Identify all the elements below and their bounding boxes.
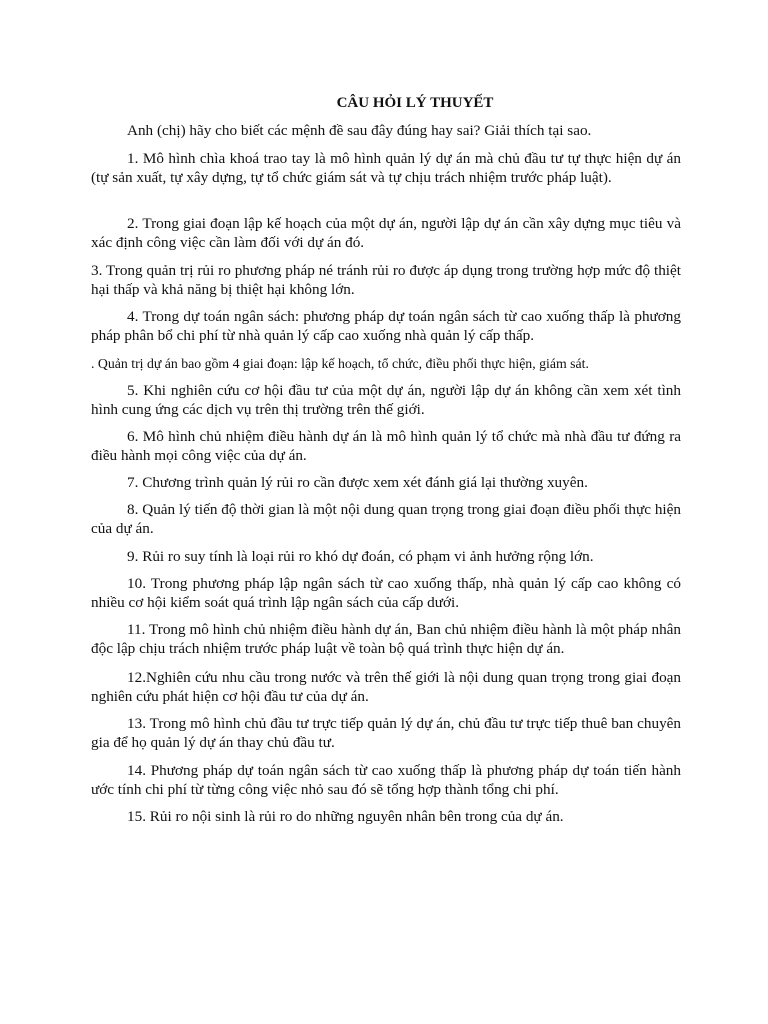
question-15: 15. Rủi ro nội sinh là rủi ro do những nguyên nhân bên trong của dự án. (127, 808, 564, 825)
question-9: 9. Rủi ro suy tính là loại rủi ro khó dự đoán, có phạm vi ảnh hưởng rộng lớn. (127, 548, 594, 565)
question-unnumbered: . Quản trị dự án bao gồm 4 giai đoạn: lập kế hoạch, tổ chức, điều phối thực hiện, giám sát. (91, 356, 589, 371)
question-2: 2. Trong giai đoạn lập kế hoạch của một dự án, người lập dự án cần xây dựng mục tiêu và xác định công việc cần làm đối với dự án đó. (91, 215, 681, 251)
question-13: 13. Trong mô hình chủ đầu tư trực tiếp quản lý dự án, chủ đầu tư trực tiếp thuê ban chuyên gia để họ quản lý dự án thay chủ đầu tư. (91, 715, 681, 751)
question-10: 10. Trong phương pháp lập ngân sách từ cao xuống thấp, nhà quản lý cấp cao không có nhiều cơ hội kiểm soát quá trình lập ngân sách của cấp dưới. (91, 575, 681, 611)
question-1: 1. Mô hình chìa khoá trao tay là mô hình quản lý dự án mà chủ đầu tư tự thực hiện dự án (tự sản xuất, tự xây dựng, tự tổ chức giám sát và tự chịu trách nhiệm trước pháp luật). (91, 150, 681, 186)
question-3: 3. Trong quản trị rủi ro phương pháp né tránh rủi ro được áp dụng trong trường hợp mức độ thiệt hại thấp và khả năng bị thiệt hại không lớn. (91, 262, 681, 298)
question-11: 11. Trong mô hình chủ nhiệm điều hành dự án, Ban chủ nhiệm điều hành là một pháp nhân độc lập chịu trách nhiệm trước pháp luật về toàn bộ quá trình thực hiện dự án. (91, 621, 681, 657)
question-8: 8. Quản lý tiến độ thời gian là một nội dung quan trọng trong giai đoạn điều phối thực hiện của dự án. (91, 501, 681, 537)
question-14: 14. Phương pháp dự toán ngân sách từ cao xuống thấp là phương pháp dự toán tiến hành ước tính chi phí từ từng công việc nhỏ sau đó sẽ tổng hợp thành tổng chi phí. (91, 762, 681, 798)
question-7: 7. Chương trình quản lý rủi ro cần được xem xét đánh giá lại thường xuyên. (127, 474, 588, 491)
question-12: 12.Nghiên cứu nhu cầu trong nước và trên thế giới là nội dung quan trọng trong giai đoạn nghiên cứu phát hiện cơ hội đầu tư của dự án. (91, 669, 681, 705)
document-title: CÂU HỎI LÝ THUYẾT (336, 95, 494, 111)
intro-text: Anh (chị) hãy cho biết các mệnh đề sau đây đúng hay sai? Giải thích tại sao. (127, 122, 592, 139)
question-4: 4. Trong dự toán ngân sách: phương pháp dự toán ngân sách từ cao xuống thấp là phương pháp phân bổ chi phí từ nhà quản lý cấp cao xuống nhà quản lý cấp thấp. (91, 308, 681, 344)
question-5: 5. Khi nghiên cứu cơ hội đầu tư của một dự án, người lập dự án không cần xem xét tình hình cung ứng các dịch vụ trên thị trường trên thế giới. (91, 382, 681, 418)
question-6: 6. Mô hình chủ nhiệm điều hành dự án là mô hình quản lý tổ chức mà nhà đầu tư đứng ra điều hành mọi công việc của dự án. (91, 428, 681, 464)
